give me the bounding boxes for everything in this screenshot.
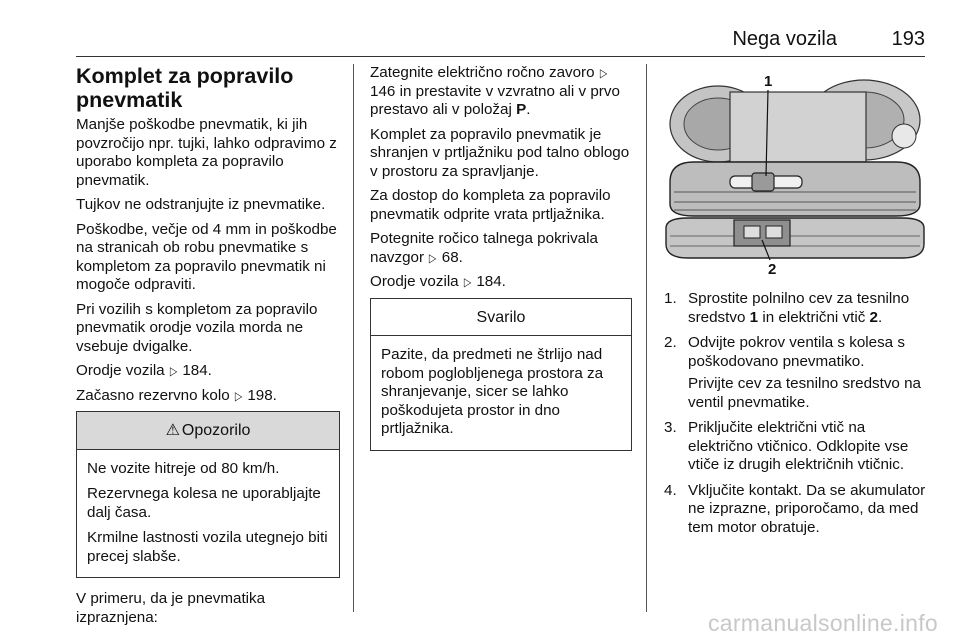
list-item: 4. Vključite kontakt. Da se akumulator ne izprazne, priporočamo, da med tem motor obratuje. — [664, 481, 926, 536]
reference-line: Orodje vozila ▷ 184. — [76, 362, 212, 379]
paragraph: Poškodbe, večje od 4 mm in poškodbe na stranicah ob robu pnevmatike s kompletom za popravilo pnevmatik ni mogoče odpraviti. — [76, 220, 337, 293]
page-link[interactable]: 184. — [182, 362, 212, 379]
page-number: 193 — [891, 28, 925, 50]
figure-label-1: 1 — [764, 73, 773, 90]
caution-box — [370, 298, 632, 451]
paragraph: Komplet za popravilo pnevmatik je shranjen v prtljažniku pod talno oblogo v prostoru za spravljanje. — [370, 125, 630, 180]
list-item: 3. Priključite električni vtič na električno vtičnico. Odklopite vse vtiče iz drugih električnih vtičnic. — [664, 419, 909, 473]
page-link[interactable]: 68. — [441, 248, 463, 266]
caution-body: Pazite, da predmeti ne štrlijo nad robom poglobljenega prostora za shranjevanje, sicer se lahko poškodujeta prostor in dno prtljažnika. — [381, 346, 604, 437]
paragraph: Potegnite ročico talnega pokrivala navzgor ▷ 68. — [370, 230, 598, 266]
paragraph: Pri vozilih s kompletom za popravilo pnevmatik orodje vozila morda ne vsebuje dvigalke. — [76, 300, 318, 355]
page-reference-icon: ▷ — [599, 66, 608, 80]
steps-list — [664, 290, 926, 537]
tire-repair-kit-figure — [664, 64, 926, 278]
page-reference-icon: ▷ — [429, 250, 437, 265]
list-item: 2. Odvijte pokrov ventila s kolesa s poškodovano pnevmatiko. Privijte cev za tesnilno sredstvo na ventil pnevmatike. — [664, 334, 921, 411]
reference-line: Orodje vozila ▷ 184. — [370, 273, 506, 290]
section-heading: Komplet za popravilo pnevmatik — [76, 64, 294, 112]
column-3 — [664, 64, 926, 544]
paragraph: V primeru, da je pnevmatika izpraznjena: — [76, 590, 266, 626]
caution-title: Svarilo — [371, 299, 631, 337]
figure-label-2: 2 — [768, 261, 777, 278]
page-link[interactable]: 184. — [476, 273, 506, 290]
page-link[interactable]: 198. — [247, 386, 277, 404]
list-item: 1. Sprostite polnilno cev za tesnilno sredstvo 1 in električni vtič 2. — [664, 290, 910, 326]
page-link[interactable]: 146 — [370, 82, 396, 100]
page-reference-icon: ▷ — [234, 388, 243, 403]
watermark: carmanualsonline.info — [707, 610, 938, 636]
page-header — [76, 28, 925, 56]
warning-box — [76, 411, 340, 578]
column-1 — [76, 64, 340, 633]
warning-body: Ne vozite hitreje od 80 km/h. Rezervnega kolesa ne uporabljajte dalj časa. Krmilne lastnosti vozila utegnejo biti precej slabše. — [87, 459, 328, 565]
paragraph: Tujkov ne odstranjujte iz pnevmatike. — [76, 196, 326, 213]
warning-triangle-icon: ⚠ — [165, 422, 180, 439]
header-rule — [76, 56, 925, 57]
paragraph: Za dostop do kompleta za popravilo pnevmatik odprite vrata prtljažnika. — [370, 187, 611, 223]
paragraph: Manjše poškodbe pnevmatik, ki jih povzročijo npr. tujki, lahko odpravimo z uporabo kompleta za popravilo pnevmatik. — [76, 116, 337, 189]
reference-line: Začasno rezervno kolo ▷ 198. — [76, 386, 277, 404]
column-divider-2 — [646, 64, 647, 612]
compressor-illustration — [664, 64, 926, 278]
warning-title: ⚠ Opozorilo — [77, 412, 339, 450]
paragraph: Zategnite električno ročno zavoro ▷ 146 in prestavite v vzvratno ali v prvo prestavo ali v položaj P. — [370, 64, 620, 118]
column-2 — [370, 64, 632, 463]
column-divider-1 — [353, 64, 354, 612]
page-reference-icon: ▷ — [169, 364, 178, 378]
section-title: Nega vozila — [732, 28, 837, 50]
page-reference-icon: ▷ — [463, 275, 472, 289]
